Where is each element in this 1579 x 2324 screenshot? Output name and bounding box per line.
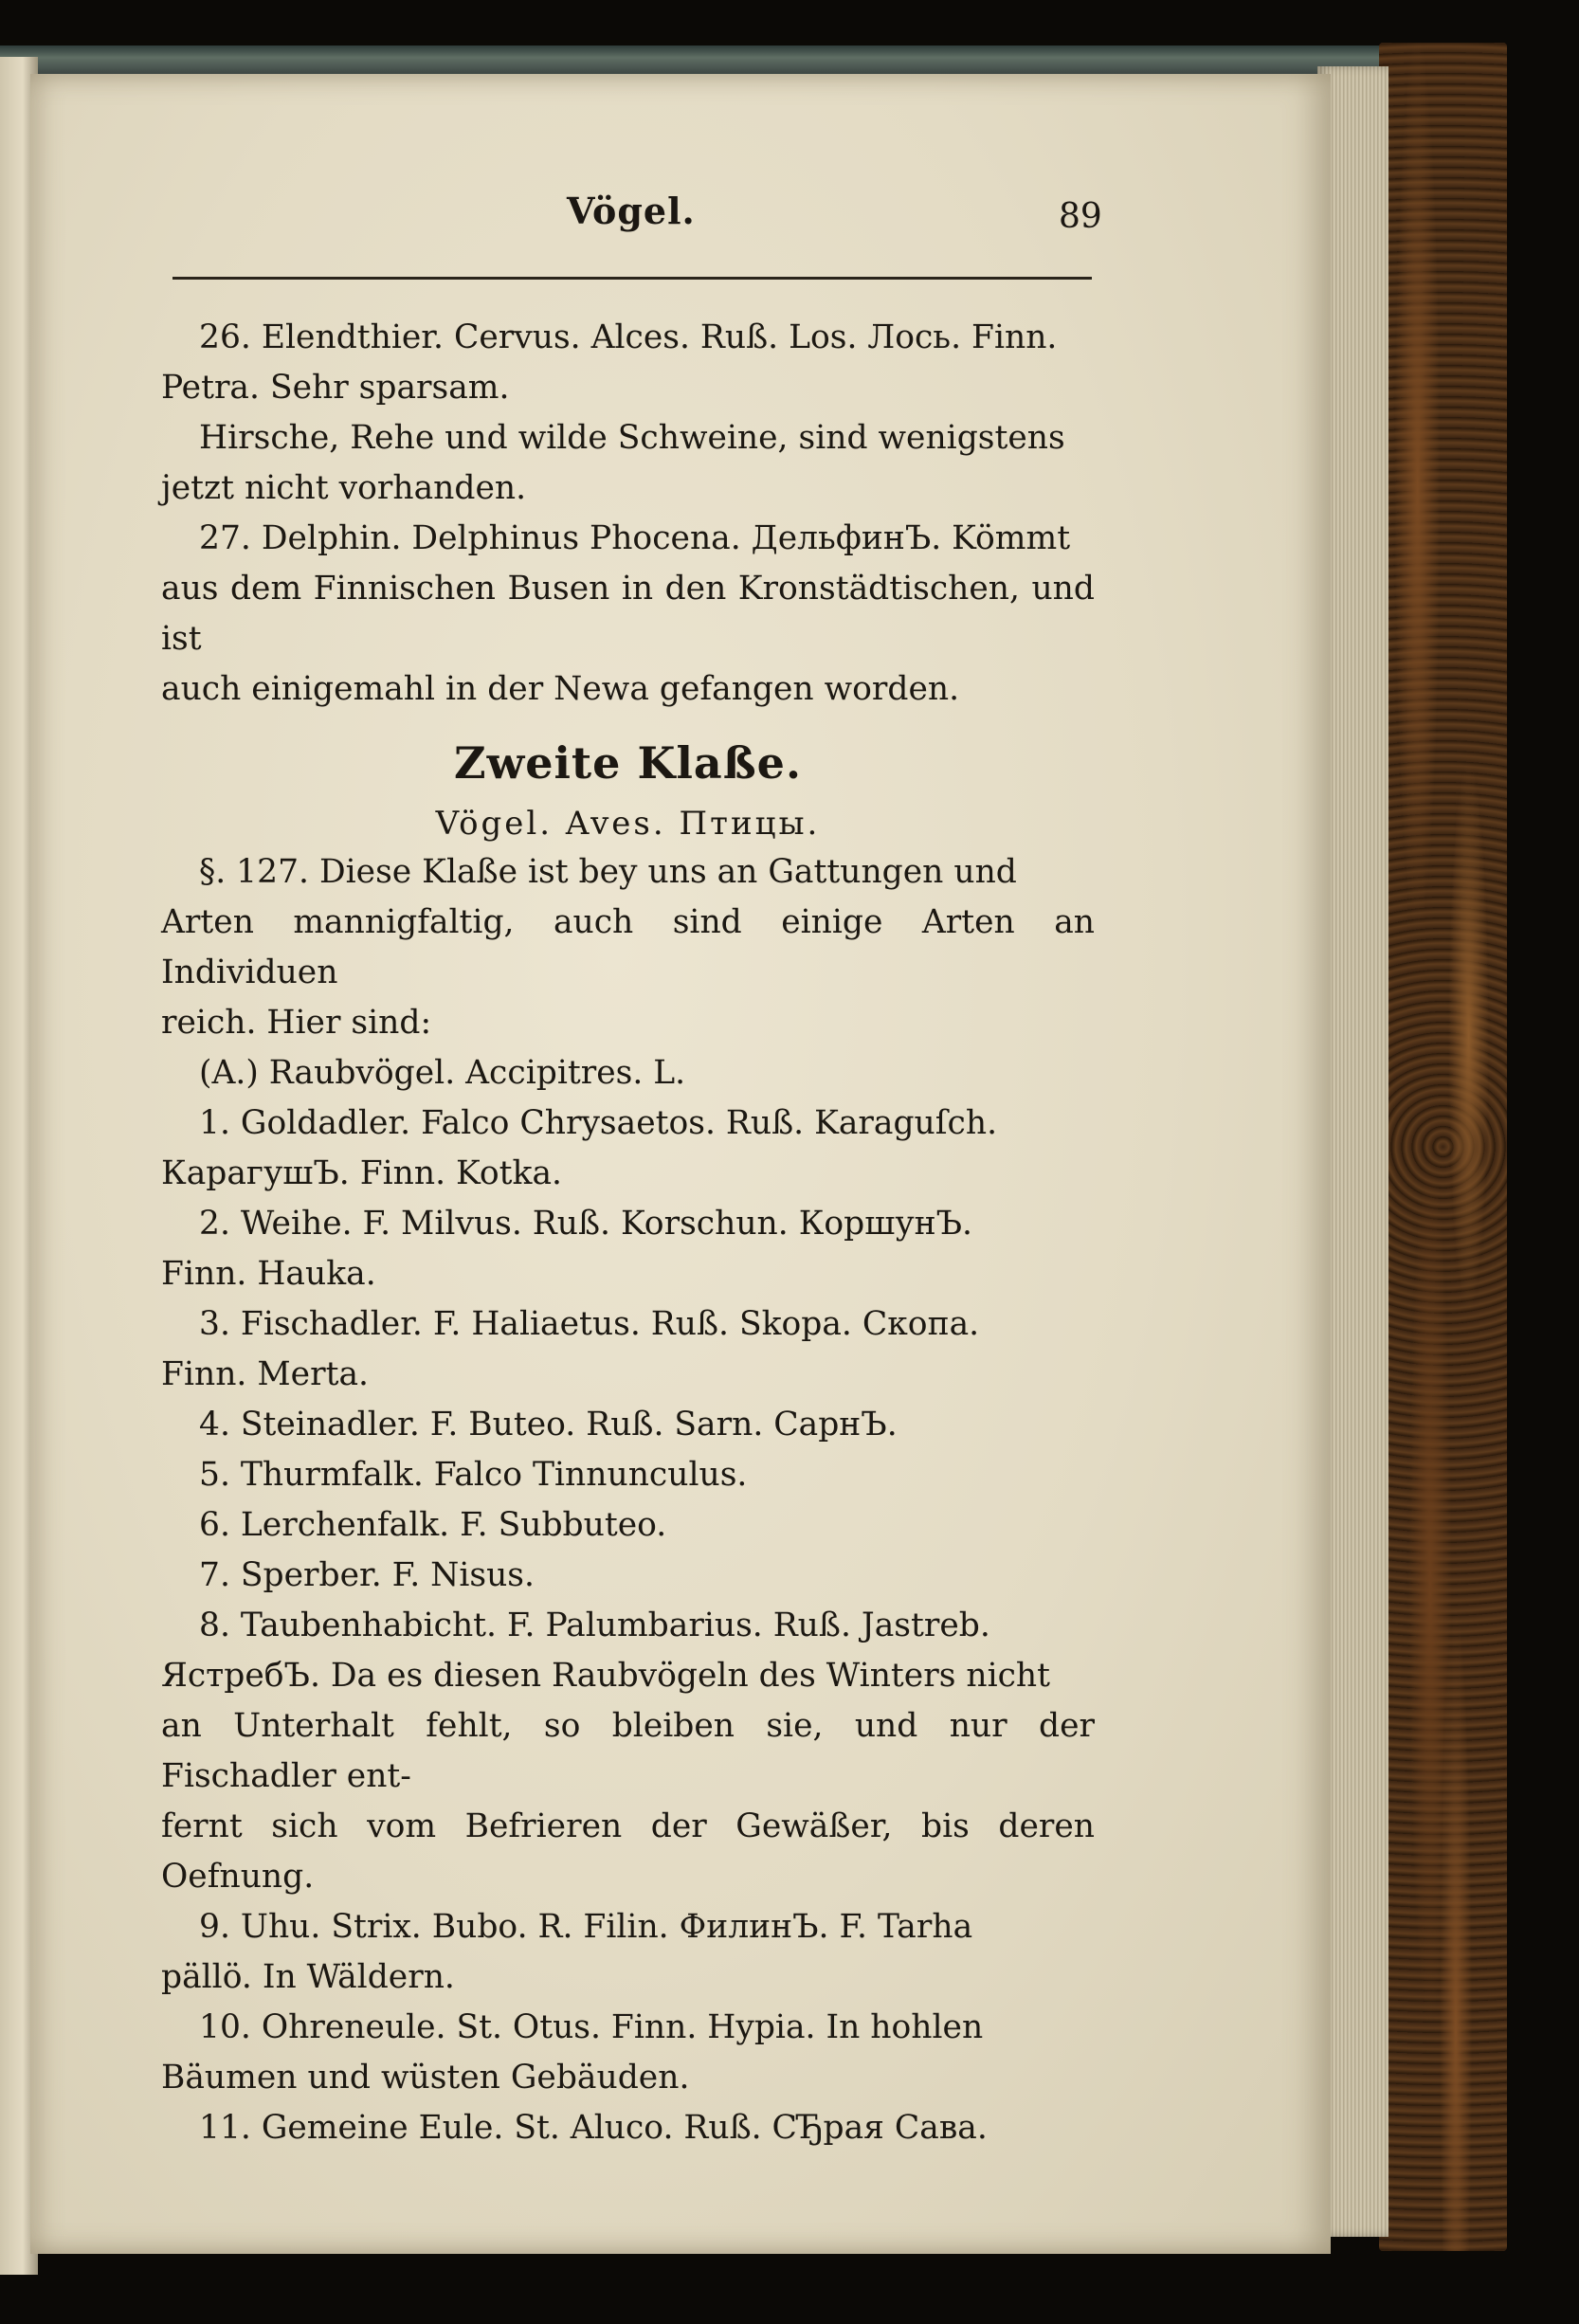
- text-line: 3. Fischadler. F. Haliaetus. Ruß. Skopa. Скопа.: [199, 1305, 980, 1343]
- list-item: [161, 1500, 1095, 1551]
- order-heading: (A.) Raubvögel. Accipitres. L.: [199, 1054, 686, 1092]
- text-line: reich. Hier sind:: [161, 1004, 432, 1042]
- text-line: 5. Thurmfalk. Falco Tinnunculus.: [199, 1456, 748, 1494]
- text-line: Hirsche, Rehe und wilde Schweine, sind wenigstens: [199, 419, 1065, 457]
- text-line: Arten mannigfaltig, auch sind einige Arten an Individuen: [161, 903, 1095, 991]
- page-body: [161, 313, 1095, 2153]
- section-subheading: Vögel. Aves. Птицы.: [435, 805, 821, 843]
- text-line: 1. Goldadler. Falco Chrysaetos. Ruß. Karaguſch.: [199, 1104, 998, 1142]
- list-item: [161, 1902, 1095, 2003]
- book-cover-top-edge: [0, 45, 1384, 76]
- text-line: 9. Uhu. Strix. Bubo. R. Filin. ФилинЪ. F. Tarha: [199, 1908, 973, 1946]
- list-item: [161, 1199, 1095, 1299]
- list-item: [161, 1450, 1095, 1500]
- entry-deer-note: [161, 413, 1095, 514]
- text-line: Finn. Merta.: [161, 1355, 369, 1393]
- text-line: aus dem Finnischen Busen in den Kronstädtischen, und ist: [161, 570, 1095, 658]
- bird-list: [161, 1098, 1095, 2153]
- page-header: [0, 190, 1579, 246]
- text-line: auch einigemahl in der Newa gefangen worden.: [161, 670, 960, 708]
- text-line: §. 127. Diese Klaße ist bey uns an Gattungen und: [199, 853, 1017, 891]
- text-line: Finn. Hauka.: [161, 1255, 376, 1293]
- text-line: fernt sich vom Befrieren der Gewäßer, bis deren Oefnung.: [161, 1807, 1095, 1896]
- text-line: КарагушЪ. Finn. Kotka.: [161, 1154, 562, 1192]
- list-item: [161, 2003, 1095, 2103]
- entry-dolphin: [161, 514, 1095, 715]
- text-line: 10. Ohreneule. St. Otus. Finn. Hypia. In hohlen: [199, 2008, 984, 2046]
- text-line: ЯстребЪ. Da es diesen Raubvögeln des Winters nicht: [161, 1657, 1051, 1695]
- text-line: an Unterhalt fehlt, so bleiben sie, und nur der Fischadler ent-: [161, 1707, 1095, 1795]
- text-line: 26. Elendthier. Cervus. Alces. Ruß. Los. Лось. Finn.: [199, 318, 1058, 356]
- section-paragraph: [161, 847, 1095, 1048]
- text-line: Petra. Sehr sparsam.: [161, 369, 510, 407]
- text-line: 4. Steinadler. F. Buteo. Ruß. Sarn. СарнЪ.: [199, 1406, 898, 1443]
- list-item: [161, 1601, 1095, 1902]
- running-title: Vögel.: [567, 190, 696, 232]
- marbled-cover-board: [1379, 43, 1507, 2251]
- page-number: 89: [1059, 197, 1102, 236]
- list-item: [161, 1400, 1095, 1450]
- text-line: 27. Delphin. Delphinus Phocena. ДельфинЪ. Kömmt: [199, 519, 1071, 557]
- list-item: [161, 2103, 1095, 2153]
- text-line: 6. Lerchenfalk. F. Subbuteo.: [199, 1506, 667, 1544]
- text-line: pällö. In Wäldern.: [161, 1958, 455, 1996]
- list-item: [161, 1551, 1095, 1601]
- section-heading: Zweite Klaße.: [454, 737, 802, 789]
- list-item: [161, 1098, 1095, 1199]
- text-line: 2. Weihe. F. Milvus. Ruß. Korschun. КоршунЪ.: [199, 1205, 972, 1243]
- text-line: 8. Taubenhabicht. F. Palumbarius. Ruß. Jastreb.: [199, 1607, 990, 1644]
- text-line: jetzt nicht vorhanden.: [161, 469, 527, 507]
- header-rule: [172, 277, 1092, 280]
- text-line: 7. Sperber. F. Nisus.: [199, 1556, 535, 1594]
- list-item: [161, 1299, 1095, 1400]
- text-line: 11. Gemeine Eule. St. Aluco. Ruß. СЂрая Сава.: [199, 2109, 988, 2147]
- text-line: Bäumen und wüsten Gebäuden.: [161, 2059, 690, 2097]
- entry-elk: [161, 313, 1095, 413]
